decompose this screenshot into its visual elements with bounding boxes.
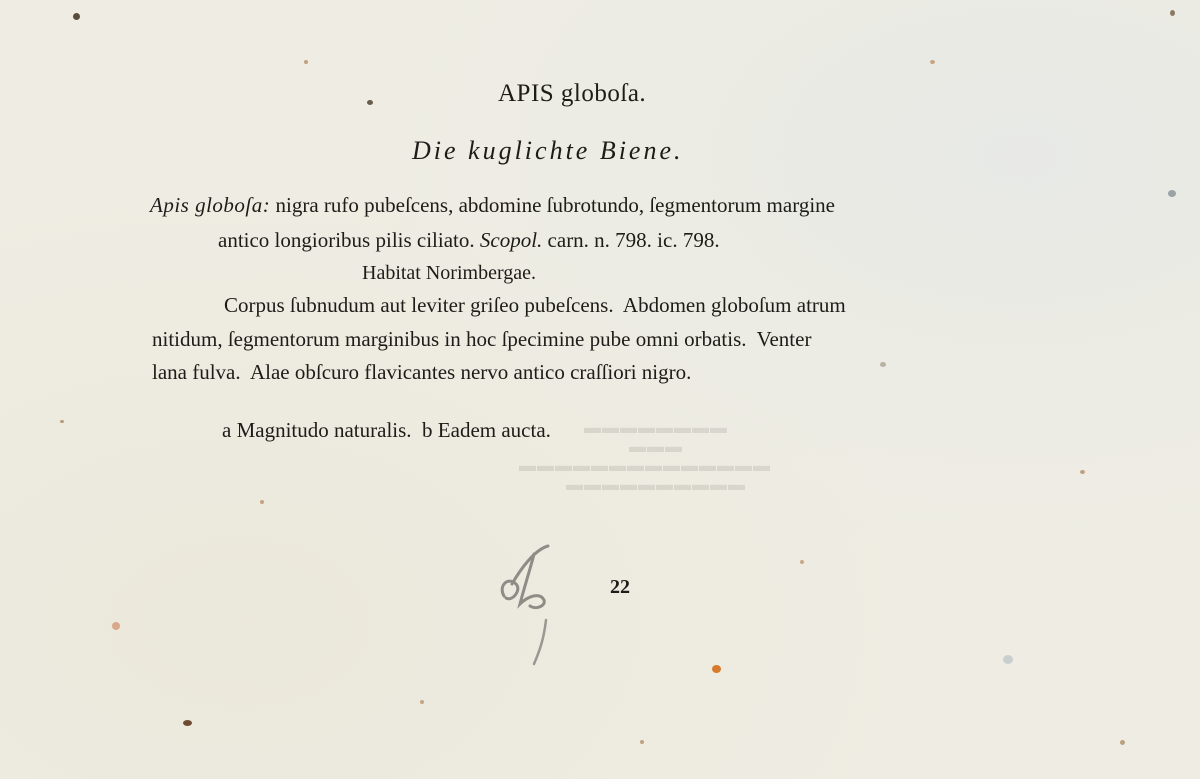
- page-title: APIS globoſa.: [498, 80, 647, 107]
- description-line-2: nitidum, ſegmentorum marginibus in hoc ſpecimine pube omni orbatis. Venter: [152, 327, 812, 351]
- diagnosis-text: nigra rufo pubeſcens, abdomine ſubrotundo, ſegmentorum margine: [275, 193, 835, 217]
- paper-speck: [60, 420, 64, 423]
- citation-reference: carn. n. 798. ic. 798.: [547, 228, 720, 252]
- paper-speck: [420, 700, 424, 704]
- diagnosis-line-2: [218, 228, 720, 253]
- paper-speck: [1080, 470, 1085, 474]
- paper-speck: [800, 560, 804, 564]
- pencil-handwriting-mark: [490, 540, 560, 670]
- figure-legend: a Magnitudo naturalis. b Eadem aucta.: [222, 418, 551, 442]
- paper-speck: [183, 720, 192, 726]
- page-subtitle: Die kuglichte Biene.: [412, 136, 684, 165]
- habitat-text: Habitat Norimbergae.: [362, 262, 537, 284]
- paper-speck: [712, 665, 721, 673]
- diagnosis-line-1: [150, 193, 835, 218]
- show-through-text: ▬▬▬▬▬▬▬▬ ▬▬▬ ▬▬▬▬▬▬▬▬▬▬▬▬▬▬ ▬▬▬▬▬▬▬▬▬▬: [518, 418, 770, 494]
- paper-speck: [880, 362, 886, 367]
- paper-speck: [1120, 740, 1125, 745]
- paper-speck: [73, 13, 80, 20]
- paper-speck: [304, 60, 308, 64]
- page-number: 22: [610, 576, 630, 598]
- paper-speck: [260, 500, 264, 504]
- diagnosis-text: antico longioribus pilis ciliato.: [218, 228, 475, 252]
- description-line-1: Corpus ſubnudum aut leviter griſeo pubeſcens. Abdomen globoſum atrum: [224, 293, 846, 317]
- description-line-3: lana fulva. Alae obſcuro flavicantes nervo antico craſſiori nigro.: [152, 360, 692, 384]
- author-citation: Scopol.: [479, 228, 543, 252]
- paper-speck: [1003, 655, 1013, 664]
- paper-speck: [1168, 190, 1176, 197]
- paper-speck: [112, 622, 120, 630]
- paper-speck: [1170, 10, 1175, 16]
- paper-speck: [930, 60, 935, 64]
- paper-speck: [367, 100, 373, 105]
- paper-speck: [640, 740, 644, 744]
- species-name: Apis globoſa:: [150, 193, 271, 217]
